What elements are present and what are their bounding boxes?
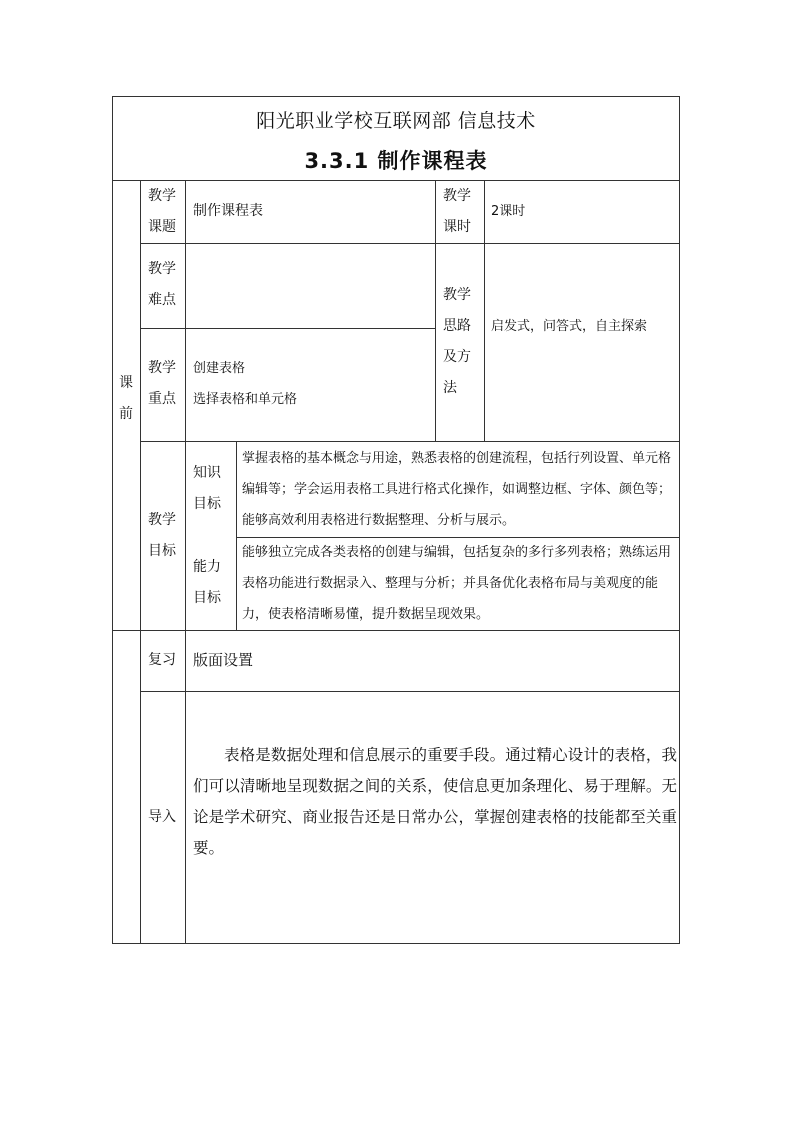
divider [185,180,186,944]
label-ability-line2: 目标 [193,590,221,606]
label-knowledge-line1: 知识 [193,465,221,481]
label-hours-line2: 课时 [443,219,471,235]
label-method-line3: 及方 [443,349,471,365]
label-topic-line1: 教学 [148,188,176,204]
divider [112,180,680,181]
label-review: 复习 [148,652,176,668]
label-difficulty-line2: 难点 [148,292,176,308]
label-topic-line2: 课题 [148,219,176,235]
topic-value: 制作课程表 [193,203,263,219]
divider [140,180,141,944]
label-goals-line1: 教学 [148,512,176,528]
lesson-title: 3.3.1 制作课程表 [304,149,488,173]
divider [140,441,680,442]
label-difficulty-line1: 教学 [148,261,176,277]
label-method-line4: 法 [443,380,457,396]
label-goals-line2: 目标 [148,543,176,559]
divider [140,243,680,244]
hours-value: 2课时 [491,204,526,219]
keypoint-value-line1: 创建表格 [193,361,246,376]
label-ability-line1: 能力 [193,559,221,575]
label-keypoint-line1: 教学 [148,360,176,376]
divider [484,180,485,441]
label-hours-line1: 教学 [443,188,471,204]
intro-text: 表格是数据处理和信息展示的重要手段。通过精心设计的表格，我们可以清晰地呈现数据之间的关系，使信息更加条理化、易于理解。无论是学术研究、商业报告还是日常办公，掌握创建表格的技能都至关重要。 [193,746,677,857]
label-knowledge-line2: 目标 [193,496,221,512]
divider [140,691,680,692]
label-method-line1: 教学 [443,287,471,303]
label-method-line2: 思路 [443,318,471,334]
section-label-before-class: 课 前 [119,375,133,422]
label-keypoint-line2: 重点 [148,391,176,407]
divider [112,630,680,631]
knowledge-goal-text: 掌握表格的基本概念与用途，熟悉表格的创建流程，包括行列设置、单元格编辑等；学会运用表格工具进行格式化操作，如调整边框、字体、颜色等；能够高效利用表格进行数据整理、分析与展示。 [242,451,672,528]
school-title: 阳光职业学校互联网部 信息技术 [256,110,536,132]
divider [435,180,436,441]
keypoint-value-line2: 选择表格和单元格 [193,392,298,407]
method-value: 启发式，问答式，自主探索 [491,319,648,334]
label-intro: 导入 [148,809,176,825]
review-value: 版面设置 [193,651,254,669]
ability-goal-text: 能够独立完成各类表格的创建与编辑，包括复杂的多行多列表格；熟练运用表格功能进行数据录入、整理与分析；并具备优化表格布局与美观度的能力，使表格清晰易懂，提升数据呈现效果。 [242,545,672,622]
divider [236,441,237,630]
